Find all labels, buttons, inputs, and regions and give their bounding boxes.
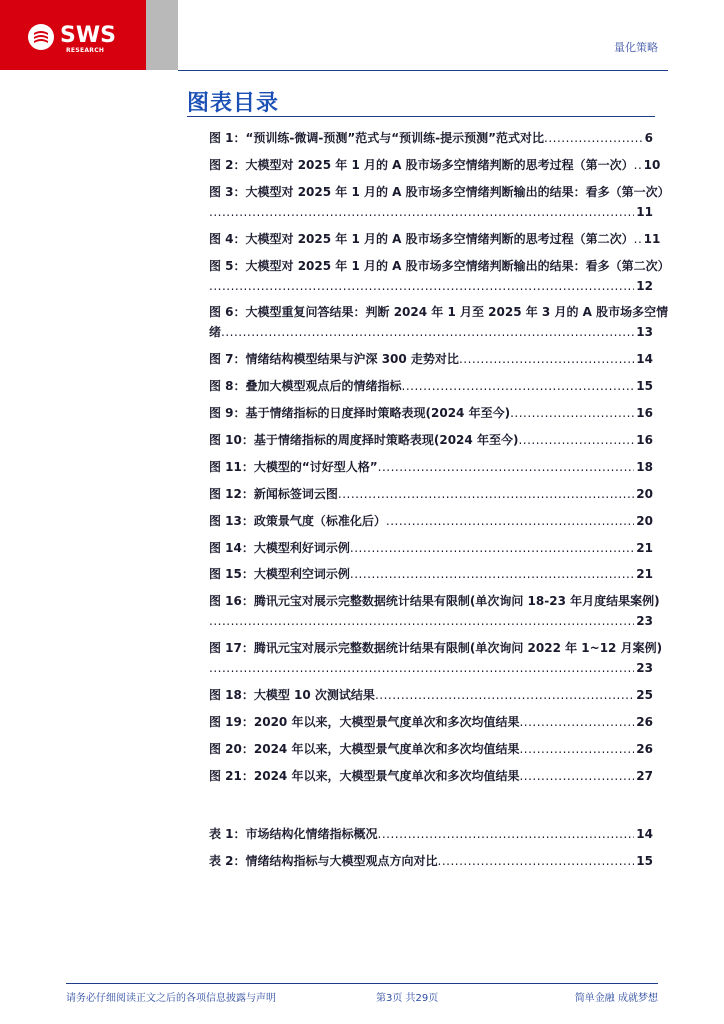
- toc-entry-page: 21: [636, 540, 653, 555]
- toc-figure-entry[interactable]: [209, 766, 653, 786]
- toc-figure-entry[interactable]: [209, 739, 653, 759]
- header-divider: [178, 70, 668, 71]
- toc-leader-dots: [221, 322, 634, 342]
- header-area: [178, 0, 724, 70]
- toc-entry-page: 23: [636, 661, 653, 676]
- toc-figure-entry[interactable]: [209, 511, 653, 531]
- toc-entry-title: 图 18：大模型 10 次测试结果: [209, 688, 375, 703]
- toc-leader-dots: [519, 712, 634, 732]
- toc-leader-dots: [459, 349, 634, 369]
- toc-entry-title: 表 2：情绪结构指标与大模型观点方向对比: [209, 853, 438, 868]
- toc-figure-entry[interactable]: [209, 564, 653, 584]
- brand-logo: [0, 0, 146, 70]
- toc-entry-page: 23: [636, 614, 653, 629]
- toc-figure-entry[interactable]: [209, 376, 653, 396]
- toc-leader-dots: [209, 202, 634, 222]
- toc-leader-dots: [338, 484, 634, 504]
- toc-leader-dots: [402, 376, 635, 396]
- toc-entry-title: 图 9：基于情绪指标的日度择时策略表现(2024 年至今): [209, 406, 511, 421]
- toc-entry-page: 14: [636, 826, 653, 841]
- toc-entry-page: 25: [636, 688, 653, 703]
- logo-text: SWS: [60, 23, 116, 48]
- toc-entry-title: 图 1：“预训练-微调-预测”范式与“预训练-提示预测”范式对比: [209, 131, 545, 145]
- logo-subtext: RESEARCH: [66, 47, 105, 54]
- toc-entry-page: 21: [636, 567, 653, 582]
- sws-logo-icon: [27, 23, 55, 51]
- toc-entry-title: 图 3：大模型对 2025 年 1 月的 A 股市场多空情绪判断输出的结果：看多（第一次）: [209, 184, 670, 199]
- toc-entry-title: 图 20：2024 年以来，大模型景气度单次和多次均值结果: [209, 741, 520, 756]
- toc-entry-title: 图 14：大模型利好词示例: [209, 540, 350, 555]
- toc-leader-dots: [518, 430, 634, 450]
- toc-figure-entry[interactable]: [209, 685, 653, 705]
- toc-figure-entry[interactable]: [209, 638, 663, 678]
- toc-figure-entry[interactable]: [209, 229, 661, 249]
- toc-leader-dots: [209, 611, 634, 631]
- toc-figure-entry[interactable]: [209, 538, 653, 558]
- toc-entry-title: 图 2：大模型对 2025 年 1 月的 A 股市场多空情绪判断的思考过程（第一次）: [209, 157, 634, 172]
- toc-leader-dots: [209, 276, 634, 296]
- toc-entry-page: 27: [636, 768, 653, 783]
- toc-entry-title-continued: 绪: [209, 325, 222, 340]
- toc-entry-title: 图 15：大模型利空词示例: [209, 567, 350, 582]
- toc-figure-entry[interactable]: [209, 302, 669, 342]
- toc-entry-title: 图 12：新闻标签词云图: [209, 486, 338, 501]
- toc-entry-page: 20: [636, 486, 653, 501]
- toc-leader-dots: [378, 824, 635, 844]
- toc-entry-page: 12: [636, 278, 653, 293]
- toc-entry-page: 14: [636, 352, 653, 367]
- toc-figure-entry[interactable]: [209, 256, 670, 296]
- toc-leader-dots: [438, 851, 635, 871]
- toc-entry-page: 18: [636, 459, 653, 474]
- toc-figure-entry[interactable]: [209, 484, 653, 504]
- toc-entry-page: 11: [643, 231, 661, 246]
- toc-title-divider: [187, 116, 655, 117]
- toc-entry-title: 图 7：情绪结构模型结果与沪深 300 走势对比: [209, 352, 459, 367]
- toc-entries: [209, 128, 670, 871]
- footer-divider: [66, 983, 658, 984]
- toc-leader-dots: [519, 766, 634, 786]
- toc-entry-page: 26: [636, 741, 653, 756]
- toc-entry-page: 15: [636, 853, 653, 868]
- toc-entry-title: 图 16：腾讯元宝对展示完整数据统计结果有限制(单次询问 18-23 年月度结果案例): [209, 594, 660, 609]
- toc-leader-dots: [510, 403, 634, 423]
- toc-leader-dots: [634, 155, 642, 175]
- toc-figure-entry[interactable]: [209, 128, 653, 148]
- footer-slogan: 简单金融 成就梦想: [574, 993, 658, 1004]
- toc-entry-page: 16: [636, 433, 653, 448]
- toc-table-entry[interactable]: [209, 851, 653, 871]
- toc-figure-entry[interactable]: [209, 403, 653, 423]
- toc-leader-dots: [519, 739, 634, 759]
- toc-entry-page: 10: [643, 157, 661, 172]
- toc-leader-dots: [375, 685, 634, 705]
- toc-entry-page: 6: [644, 131, 653, 145]
- toc-figure-entry[interactable]: [209, 349, 653, 369]
- toc-figure-entry[interactable]: [209, 457, 653, 477]
- toc-leader-dots: [386, 511, 634, 531]
- toc-entry-title: 图 10：基于情绪指标的周度择时策略表现(2024 年至今): [209, 433, 519, 448]
- toc-leader-dots: [544, 128, 643, 148]
- toc-entry-page: 15: [636, 379, 653, 394]
- toc-leader-dots: [209, 658, 634, 678]
- toc-figure-entry[interactable]: [209, 712, 653, 732]
- toc-entry-title: 图 8：叠加大模型观点后的情绪指标: [209, 379, 402, 394]
- toc-figure-entry[interactable]: [209, 591, 660, 631]
- toc-entry-title: 图 17：腾讯元宝对展示完整数据统计结果有限制(单次询问 2022 年 1~12 月案例): [209, 641, 663, 656]
- toc-figure-entry[interactable]: [209, 430, 653, 450]
- toc-entry-title: 表 1：市场结构化情绪指标概况: [209, 826, 378, 841]
- toc-entry-title: 图 6：大模型重复问答结果：判断 2024 年 1 月至 2025 年 3 月的 A 股市场多空情: [209, 305, 669, 320]
- toc-leader-dots: [634, 229, 642, 249]
- toc-figure-entry[interactable]: [209, 155, 661, 175]
- toc-entry-page: 11: [636, 204, 653, 219]
- toc-entry-page: 26: [636, 715, 653, 730]
- toc-figure-entry[interactable]: [209, 182, 670, 222]
- toc-entry-page: 13: [636, 325, 653, 340]
- footer-disclaimer[interactable]: 请务必仔细阅读正文之后的各项信息披露与声明: [66, 993, 276, 1004]
- toc-entry-title: 图 21：2024 年以来，大模型景气度单次和多次均值结果: [209, 768, 520, 783]
- toc-entry-title: 图 5：大模型对 2025 年 1 月的 A 股市场多空情绪判断输出的结果：看多（第二次）: [209, 258, 670, 273]
- toc-entry-title: 图 4：大模型对 2025 年 1 月的 A 股市场多空情绪判断的思考过程（第二次）: [209, 231, 634, 246]
- toc-leader-dots: [350, 538, 634, 558]
- toc-leader-dots: [378, 457, 635, 477]
- toc-entry-title: 图 11：大模型的“讨好型人格”: [209, 459, 378, 474]
- toc-entry-title: 图 19：2020 年以来，大模型景气度单次和多次均值结果: [209, 715, 520, 730]
- toc-leader-dots: [350, 564, 634, 584]
- report-category: 量化策略: [614, 41, 658, 54]
- toc-entry-page: 20: [636, 513, 653, 528]
- toc-title: 图表目录: [187, 91, 280, 116]
- footer-page-info: 第3页 共29页: [376, 993, 439, 1004]
- toc-entry-title: 图 13：政策景气度（标准化后）: [209, 513, 386, 528]
- toc-table-entry[interactable]: [209, 824, 653, 844]
- toc-entry-page: 16: [636, 406, 653, 421]
